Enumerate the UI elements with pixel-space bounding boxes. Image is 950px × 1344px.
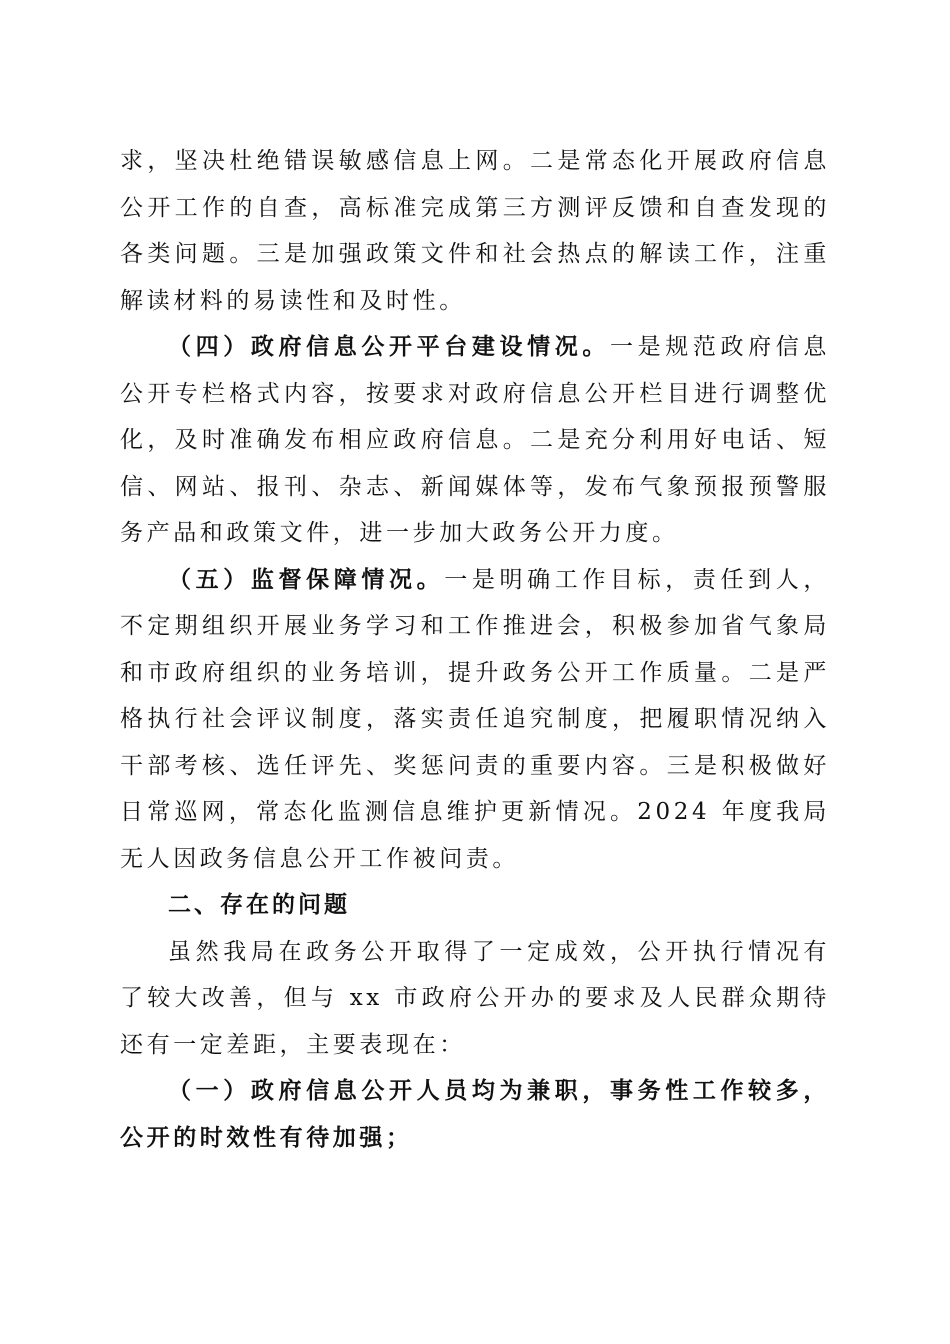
paragraph-problems-intro: 虽然我局在政务公开取得了一定成效，公开执行情况有了较大改善，但与 xx 市政府公开办的要求及人民群众期待还有一定差距，主要表现在： xyxy=(120,938,830,1058)
paragraph-platform-construction xyxy=(120,324,830,557)
paragraph-body-supervision: 一是明确工作目标，责任到人，不定期组织开展业务学习和工作推进会，积极参加省气象局和市政府组织的业务培训，提升政务公开工作质量。二是严格执行社会评议制度，落实责任追究制度，把履职情况纳入干部考核、选任评先、奖惩问责的重要内容。三是积极做好日常巡网，常态化监测信息维护更新情况。2024 年度我局无人因政务信息公开工作被问责。 xyxy=(120,566,831,872)
paragraph-lead-platform: （四）政府信息公开平台建设情况。 xyxy=(168,333,611,360)
section-heading-problems: 二、存在的问题 xyxy=(168,892,350,918)
paragraph-continuation: 求，坚决杜绝错误敏感信息上网。二是常态化开展政府信息公开工作的自查，高标准完成第三方测评反馈和自查发现的各类问题。三是加强政策文件和社会热点的解读工作，注重解读材料的易读性和及时性。 xyxy=(120,148,830,314)
paragraph-problem-one: （一）政府信息公开人员均为兼职，事务性工作较多，公开的时效性有待加强； xyxy=(120,1077,830,1151)
paragraph-supervision xyxy=(120,557,830,883)
paragraph-body-platform: 一是规范政府信息公开专栏格式内容，按要求对政府信息公开栏目进行调整优化，及时准确发布相应政府信息。二是充分利用好电话、短信、网站、报刊、杂志、新闻媒体等，发布气象预报预警服务产品和政策文件，进一步加大政务公开力度。 xyxy=(120,334,830,546)
document-body xyxy=(120,138,830,1161)
paragraph-lead-supervision: （五）监督保障情况。 xyxy=(168,565,445,593)
